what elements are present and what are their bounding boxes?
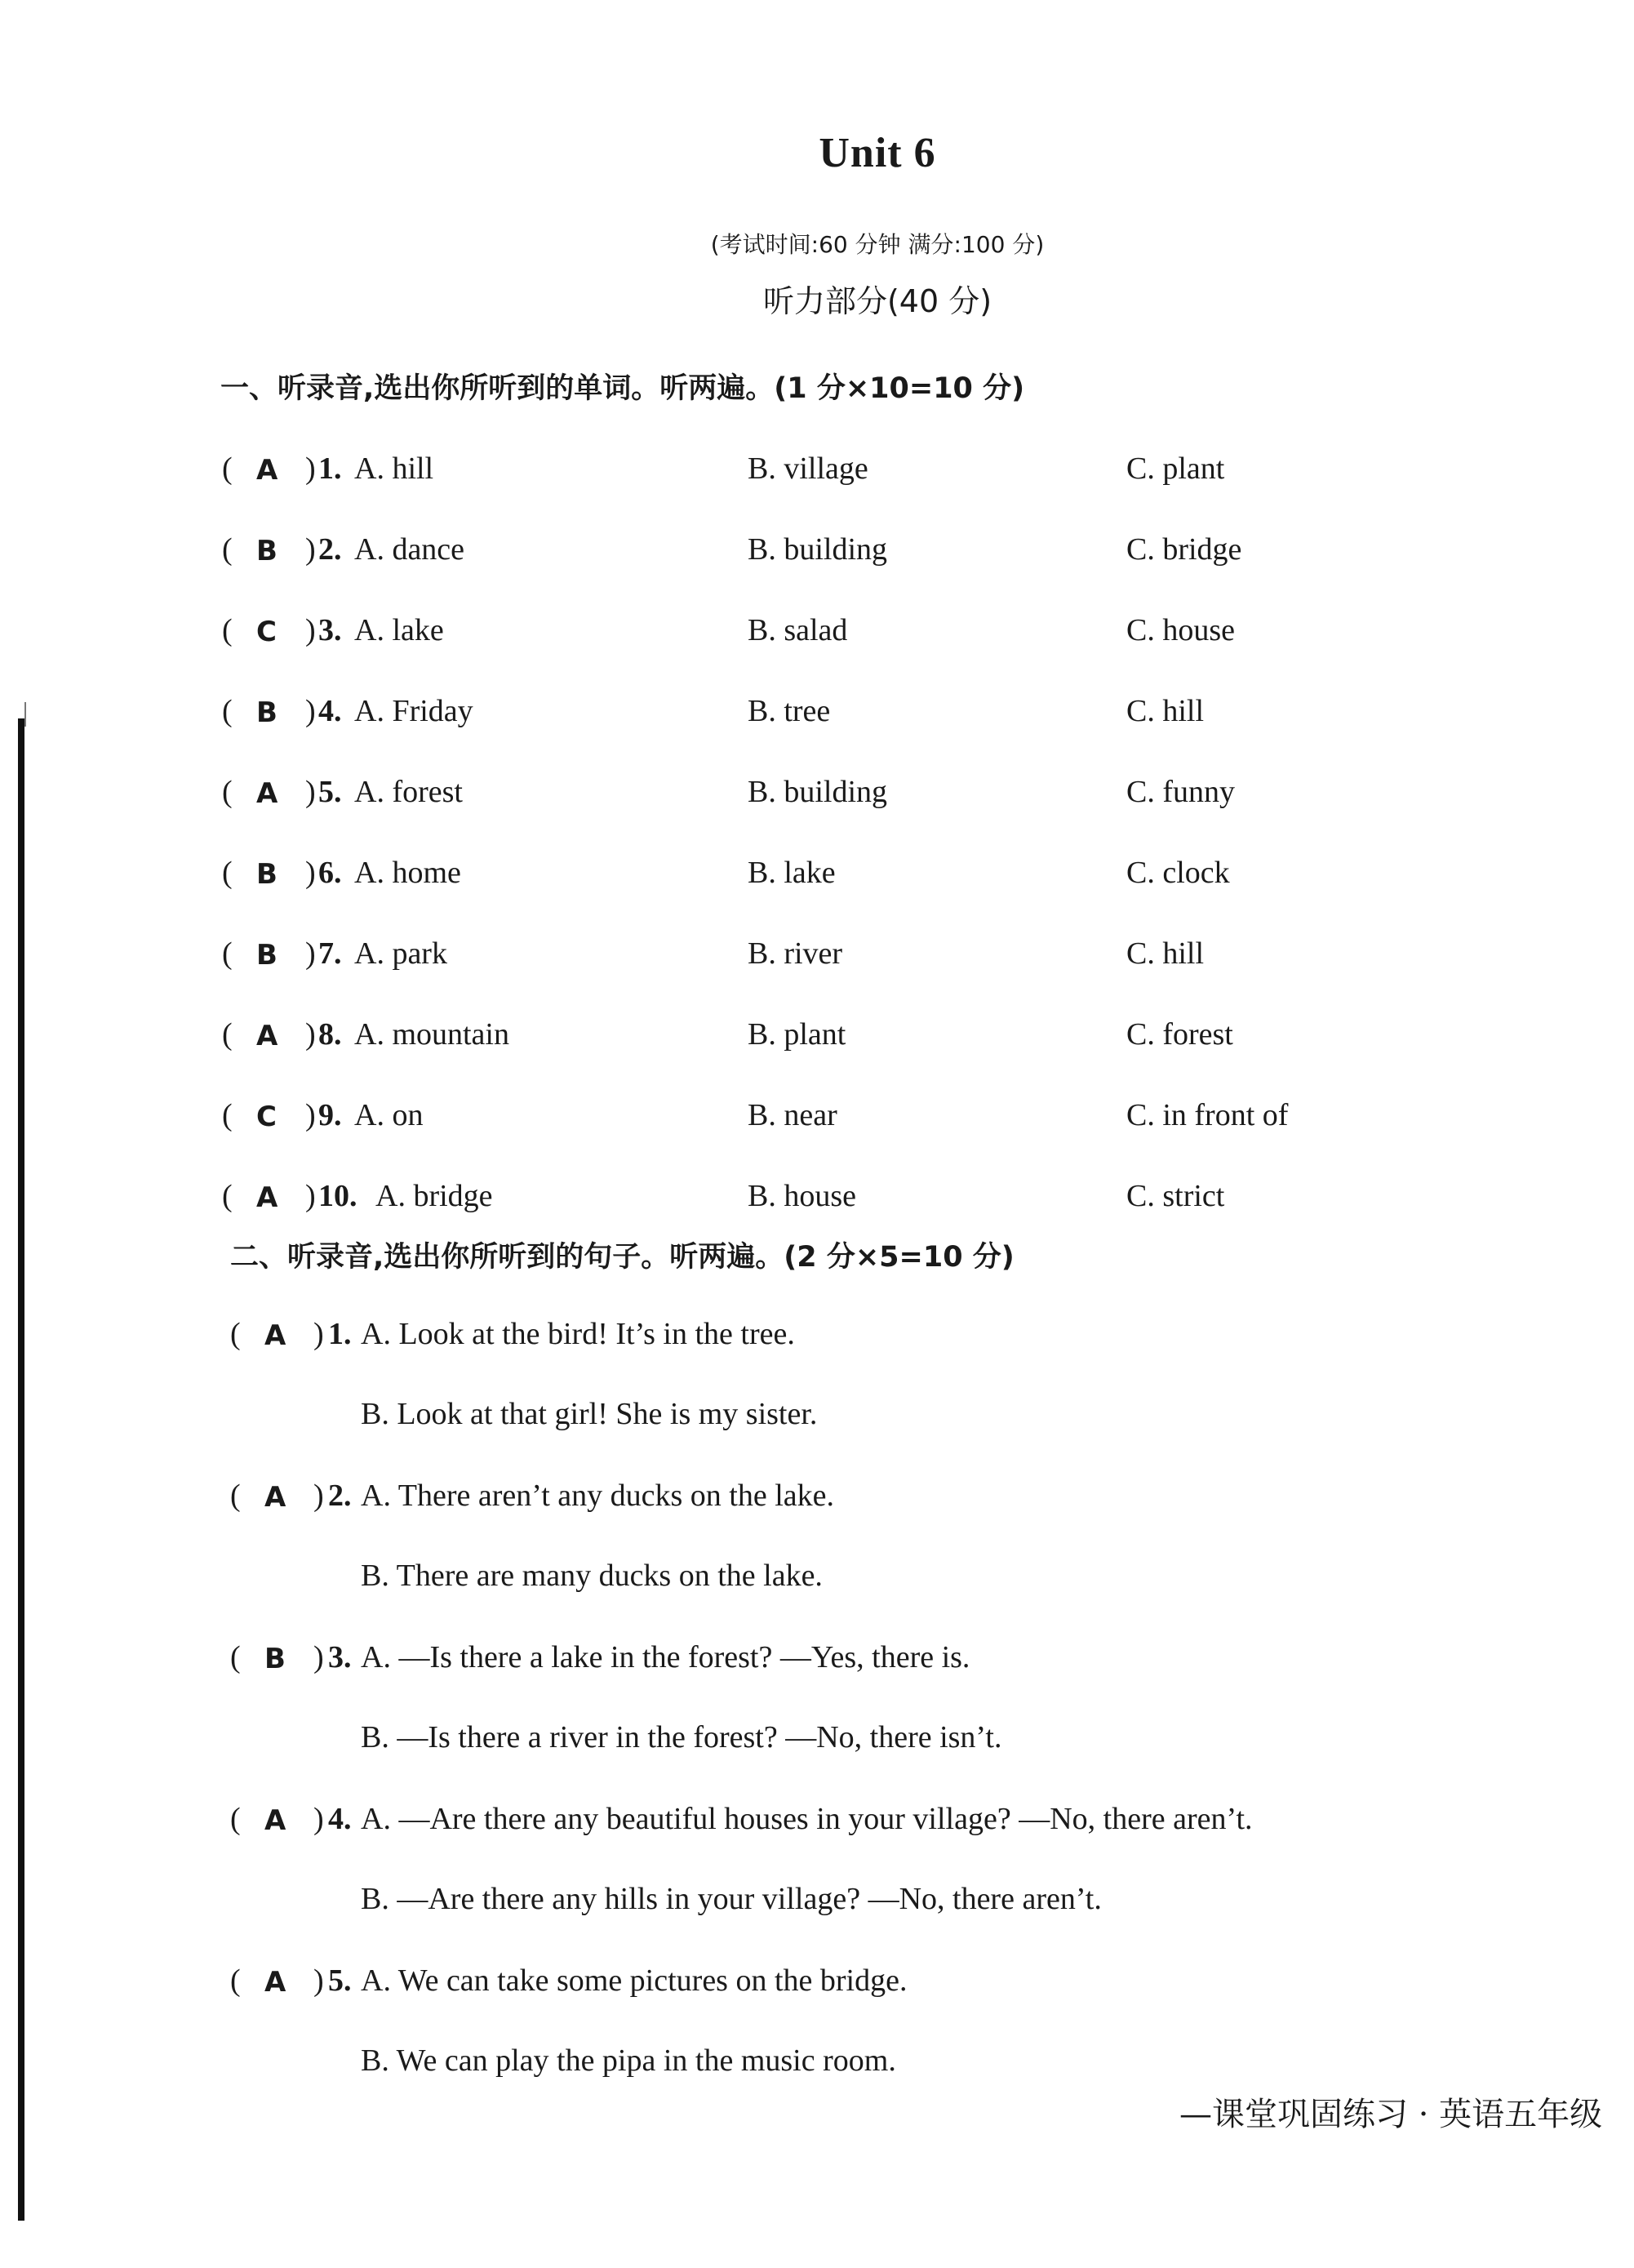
page-title: Unit 6 bbox=[819, 130, 936, 176]
sentence-option-a: A. —Is there a lake in the forest? —Yes, there is. bbox=[361, 1640, 970, 1674]
sentence-option-b: B. We can play the pipa in the music room. bbox=[361, 2043, 896, 2078]
left-paren: ( bbox=[222, 775, 233, 809]
option-b: B. near bbox=[748, 1098, 837, 1132]
option-c: C. clock bbox=[1126, 856, 1230, 890]
right-paren: ) bbox=[305, 936, 316, 971]
question-number: 1. bbox=[328, 1317, 352, 1351]
question-number: 2. bbox=[318, 532, 342, 567]
section1-question-row bbox=[222, 1016, 1610, 1057]
left-paren: ( bbox=[222, 532, 233, 567]
option-c: C. forest bbox=[1126, 1017, 1233, 1052]
left-paren: ( bbox=[222, 613, 233, 647]
question-number: 7. bbox=[318, 936, 342, 971]
answer-letter: C bbox=[256, 616, 277, 648]
sentence-option-a: A. —Are there any beautiful houses in your village? —No, there aren’t. bbox=[361, 1802, 1253, 1836]
sentence-option-a: A. Look at the bird! It’s in the tree. bbox=[361, 1317, 795, 1351]
sentence-option-b: B. Look at that girl! She is my sister. bbox=[361, 1397, 818, 1431]
section1-question-row bbox=[222, 774, 1610, 815]
page-edge-mark bbox=[24, 702, 26, 727]
option-a: A. forest bbox=[354, 775, 463, 809]
part-title: 听力部分(40 分) bbox=[762, 283, 992, 319]
right-paren: ) bbox=[305, 694, 316, 728]
right-paren: ) bbox=[313, 1479, 324, 1513]
answer-letter: A bbox=[264, 1804, 286, 1837]
option-a: A. dance bbox=[354, 532, 465, 567]
question-number: 10. bbox=[318, 1179, 357, 1213]
answer-letter: C bbox=[256, 1101, 277, 1133]
left-paren: ( bbox=[230, 1479, 241, 1513]
right-paren: ) bbox=[305, 1098, 316, 1132]
section1-heading: 一、听录音,选出你所听到的单词。听两遍。(1 分×10=10 分) bbox=[220, 372, 1025, 405]
answer-letter: B bbox=[256, 696, 278, 729]
question-number: 1. bbox=[318, 451, 342, 486]
option-b: B. tree bbox=[748, 694, 831, 728]
sentence-option-b: B. There are many ducks on the lake. bbox=[361, 1559, 823, 1593]
left-paren: ( bbox=[222, 694, 233, 728]
answer-letter: B bbox=[264, 1643, 286, 1675]
right-paren: ) bbox=[305, 451, 316, 486]
option-c: C. bridge bbox=[1126, 532, 1242, 567]
question-number: 5. bbox=[318, 775, 342, 809]
right-paren: ) bbox=[313, 1963, 324, 1998]
section1-question-row bbox=[222, 855, 1610, 896]
option-b: B. building bbox=[748, 532, 888, 567]
right-paren: ) bbox=[305, 1179, 316, 1213]
right-paren: ) bbox=[305, 613, 316, 647]
question-number: 6. bbox=[318, 856, 342, 890]
option-b: B. house bbox=[748, 1179, 856, 1213]
section2-question-row bbox=[230, 1478, 1618, 1519]
option-c: C. plant bbox=[1126, 451, 1225, 486]
question-number: 3. bbox=[318, 613, 342, 647]
option-b: B. building bbox=[748, 775, 888, 809]
option-b: B. plant bbox=[748, 1017, 846, 1052]
right-paren: ) bbox=[313, 1640, 324, 1674]
right-paren: ) bbox=[305, 532, 316, 567]
option-c: C. funny bbox=[1126, 775, 1235, 809]
left-paren: ( bbox=[222, 451, 233, 486]
left-paren: ( bbox=[222, 936, 233, 971]
option-a: A. mountain bbox=[354, 1017, 509, 1052]
option-b: B. village bbox=[748, 451, 868, 486]
left-paren: ( bbox=[230, 1963, 241, 1998]
option-c: C. hill bbox=[1126, 936, 1205, 971]
option-a: A. on bbox=[354, 1098, 424, 1132]
answer-letter: A bbox=[264, 1966, 286, 1999]
section2-question-row bbox=[230, 1801, 1618, 1842]
page-binding-edge bbox=[18, 718, 24, 2221]
section1-question-row bbox=[222, 1178, 1610, 1219]
left-paren: ( bbox=[222, 856, 233, 890]
section1-question-row bbox=[222, 612, 1610, 653]
option-a: A. Friday bbox=[354, 694, 473, 728]
sentence-option-a: A. We can take some pictures on the bridge. bbox=[361, 1963, 908, 1998]
option-a: A. bridge bbox=[375, 1179, 493, 1213]
answer-letter: A bbox=[264, 1481, 286, 1514]
option-a: A. park bbox=[354, 936, 447, 971]
left-paren: ( bbox=[222, 1179, 233, 1213]
question-number: 5. bbox=[328, 1963, 352, 1998]
option-a: A. hill bbox=[354, 451, 434, 486]
sentence-option-b: B. —Is there a river in the forest? —No, there isn’t. bbox=[361, 1720, 1002, 1754]
option-c: C. hill bbox=[1126, 694, 1205, 728]
right-paren: ) bbox=[313, 1802, 324, 1836]
section2-question-row bbox=[230, 1316, 1618, 1357]
question-number: 4. bbox=[328, 1802, 352, 1836]
option-c: C. house bbox=[1126, 613, 1235, 647]
question-number: 4. bbox=[318, 694, 342, 728]
answer-letter: A bbox=[256, 1020, 278, 1052]
option-b: B. salad bbox=[748, 613, 848, 647]
right-paren: ) bbox=[305, 775, 316, 809]
page-footer: —课堂巩固练习 · 英语五年级 bbox=[1179, 2096, 1603, 2133]
question-number: 9. bbox=[318, 1098, 342, 1132]
option-c: C. in front of bbox=[1126, 1098, 1289, 1132]
section1-question-row bbox=[222, 531, 1610, 572]
question-number: 8. bbox=[318, 1017, 342, 1052]
answer-letter: B bbox=[256, 858, 278, 891]
section2-heading: 二、听录音,选出你所听到的句子。听两遍。(2 分×5=10 分) bbox=[230, 1241, 1015, 1274]
answer-letter: A bbox=[256, 454, 278, 487]
section1-question-row bbox=[222, 936, 1610, 976]
right-paren: ) bbox=[305, 856, 316, 890]
left-paren: ( bbox=[222, 1098, 233, 1132]
section1-question-row bbox=[222, 1097, 1610, 1138]
exam-info: (考试时间:60 分钟 满分:100 分) bbox=[710, 231, 1045, 258]
section1-question-row bbox=[222, 451, 1610, 491]
section1-question-row bbox=[222, 693, 1610, 734]
left-paren: ( bbox=[230, 1640, 241, 1674]
left-paren: ( bbox=[230, 1802, 241, 1836]
question-number: 3. bbox=[328, 1640, 352, 1674]
answer-letter: B bbox=[256, 535, 278, 567]
answer-letter: B bbox=[256, 939, 278, 972]
section2-question-row bbox=[230, 1963, 1618, 2003]
right-paren: ) bbox=[313, 1317, 324, 1351]
option-a: A. home bbox=[354, 856, 461, 890]
option-b: B. river bbox=[748, 936, 843, 971]
right-paren: ) bbox=[305, 1017, 316, 1052]
section2-question-row bbox=[230, 1639, 1618, 1680]
left-paren: ( bbox=[230, 1317, 241, 1351]
option-b: B. lake bbox=[748, 856, 836, 890]
option-c: C. strict bbox=[1126, 1179, 1225, 1213]
sentence-option-b: B. —Are there any hills in your village? —No, there aren’t. bbox=[361, 1882, 1102, 1916]
question-number: 2. bbox=[328, 1479, 352, 1513]
left-paren: ( bbox=[222, 1017, 233, 1052]
answer-letter: A bbox=[264, 1319, 286, 1352]
option-a: A. lake bbox=[354, 613, 444, 647]
answer-letter: A bbox=[256, 777, 278, 810]
sentence-option-a: A. There aren’t any ducks on the lake. bbox=[361, 1479, 835, 1513]
answer-letter: A bbox=[256, 1181, 278, 1214]
